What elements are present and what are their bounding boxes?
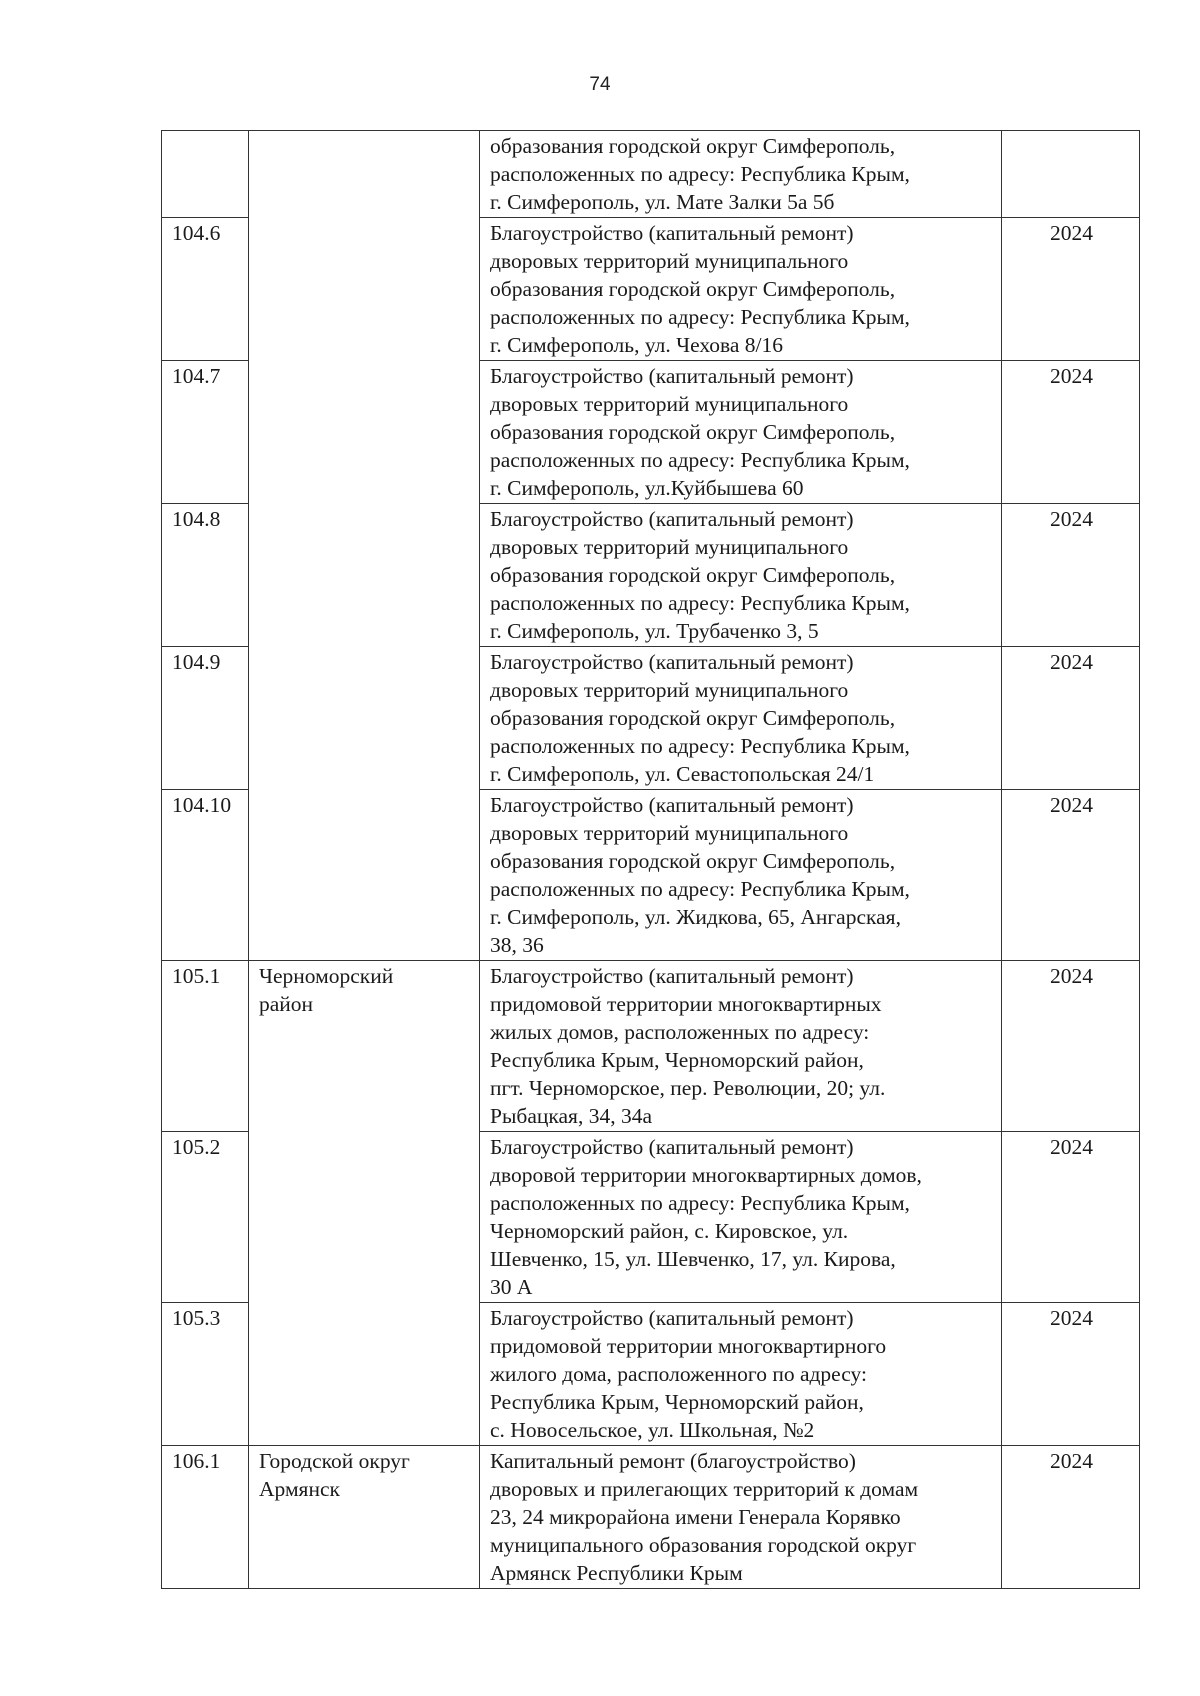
- description-line: образования городской округ Симферополь,: [490, 849, 896, 873]
- row-area: [249, 961, 480, 1446]
- description-line: г. Симферополь, ул. Чехова 8/16: [490, 333, 784, 357]
- description-line: муниципального образования городской округ: [490, 1533, 917, 1557]
- description-line: Рыбацкая, 34, 34а: [490, 1104, 652, 1128]
- description-line: расположенных по адресу: Республика Крым,: [490, 734, 910, 758]
- description-line: расположенных по адресу: Республика Крым,: [490, 591, 910, 615]
- description-line: Армянск Республики Крым: [490, 1561, 743, 1585]
- row-number: 104.7: [162, 361, 249, 504]
- row-description: [480, 1303, 1002, 1446]
- row-number: 105.1: [162, 961, 249, 1132]
- row-number: 105.3: [162, 1303, 249, 1446]
- description-line: 38, 36: [490, 933, 544, 957]
- row-year: 2024: [1002, 1446, 1140, 1589]
- description-line: придомовой территории многоквартирного: [490, 1334, 887, 1358]
- description-line: Благоустройство (капитальный ремонт): [490, 364, 854, 388]
- description-line: жилого дома, расположенного по адресу:: [490, 1362, 867, 1386]
- description-line: г. Симферополь, ул. Жидкова, 65, Ангарская,: [490, 905, 901, 929]
- area-line: Армянск: [259, 1477, 340, 1501]
- description-line: Благоустройство (капитальный ремонт): [490, 221, 854, 245]
- description-line: дворовых территорий муниципального: [490, 249, 849, 273]
- description-line: жилых домов, расположенных по адресу:: [490, 1020, 870, 1044]
- description-line: Благоустройство (капитальный ремонт): [490, 793, 854, 817]
- row-number: 106.1: [162, 1446, 249, 1589]
- description-line: дворовых территорий муниципального: [490, 392, 849, 416]
- description-line: Благоустройство (капитальный ремонт): [490, 1135, 854, 1159]
- description-line: Капитальный ремонт (благоустройство): [490, 1449, 856, 1473]
- description-line: расположенных по адресу: Республика Крым,: [490, 162, 910, 186]
- description-line: дворовой территории многоквартирных домов,: [490, 1163, 922, 1187]
- row-year: 2024: [1002, 1303, 1140, 1446]
- row-description: [480, 961, 1002, 1132]
- row-description: [480, 647, 1002, 790]
- description-line: пгт. Черноморское, пер. Революции, 20; ул.: [490, 1076, 886, 1100]
- description-line: Республика Крым, Черноморский район,: [490, 1390, 864, 1414]
- row-area: [249, 1446, 480, 1589]
- area-line: Черноморский: [259, 964, 394, 988]
- description-line: г. Симферополь, ул. Мате Залки 5а 5б: [490, 190, 835, 214]
- description-line: с. Новосельское, ул. Школьная, №2: [490, 1418, 815, 1442]
- row-year: 2024: [1002, 218, 1140, 361]
- description-line: придомовой территории многоквартирных: [490, 992, 882, 1016]
- description-line: расположенных по адресу: Республика Крым,: [490, 877, 910, 901]
- description-line: дворовых и прилегающих территорий к домам: [490, 1477, 919, 1501]
- description-line: Шевченко, 15, ул. Шевченко, 17, ул. Кирова,: [490, 1247, 896, 1271]
- row-number: 104.10: [162, 790, 249, 961]
- description-line: расположенных по адресу: Республика Крым,: [490, 448, 910, 472]
- description-line: расположенных по адресу: Республика Крым,: [490, 1191, 910, 1215]
- row-number: 105.2: [162, 1132, 249, 1303]
- row-year: 2024: [1002, 647, 1140, 790]
- description-line: г. Симферополь, ул.Куйбышева 60: [490, 476, 804, 500]
- row-description: [480, 361, 1002, 504]
- row-description: [480, 1132, 1002, 1303]
- area-line: район: [259, 992, 314, 1016]
- description-line: образования городской округ Симферополь,: [490, 134, 896, 158]
- description-line: Республика Крым, Черноморский район,: [490, 1048, 864, 1072]
- row-description: [480, 218, 1002, 361]
- description-line: образования городской округ Симферополь,: [490, 420, 896, 444]
- row-description: [480, 790, 1002, 961]
- description-line: г. Симферополь, ул. Трубаченко 3, 5: [490, 619, 819, 643]
- row-description: [480, 131, 1002, 218]
- description-line: Благоустройство (капитальный ремонт): [490, 1306, 854, 1330]
- description-line: дворовых территорий муниципального: [490, 535, 849, 559]
- description-line: 30 А: [490, 1275, 533, 1299]
- area-line: Городской округ: [259, 1449, 410, 1473]
- row-year: 2024: [1002, 961, 1140, 1132]
- row-number: [162, 131, 249, 218]
- description-line: 23, 24 микрорайона имени Генерала Корявко: [490, 1505, 901, 1529]
- row-number: 104.9: [162, 647, 249, 790]
- description-line: образования городской округ Симферополь,: [490, 277, 896, 301]
- description-line: г. Симферополь, ул. Севастопольская 24/1: [490, 762, 875, 786]
- row-description: [480, 504, 1002, 647]
- row-year: 2024: [1002, 361, 1140, 504]
- row-number: 104.8: [162, 504, 249, 647]
- description-line: образования городской округ Симферополь,: [490, 706, 896, 730]
- description-line: Черноморский район, с. Кировское, ул.: [490, 1219, 849, 1243]
- description-line: Благоустройство (капитальный ремонт): [490, 650, 854, 674]
- row-year: [1002, 131, 1140, 218]
- program-table: [161, 130, 1140, 1589]
- row-year: 2024: [1002, 504, 1140, 647]
- description-line: расположенных по адресу: Республика Крым,: [490, 305, 910, 329]
- page-number: 74: [589, 74, 611, 95]
- row-description: [480, 1446, 1002, 1589]
- row-year: 2024: [1002, 1132, 1140, 1303]
- description-line: Благоустройство (капитальный ремонт): [490, 507, 854, 531]
- description-line: образования городской округ Симферополь,: [490, 563, 896, 587]
- table-row: [162, 131, 1140, 218]
- row-area: [249, 131, 480, 961]
- table-row: [162, 1446, 1140, 1589]
- row-number: 104.6: [162, 218, 249, 361]
- table-row: [162, 961, 1140, 1132]
- description-line: Благоустройство (капитальный ремонт): [490, 964, 854, 988]
- description-line: дворовых территорий муниципального: [490, 678, 849, 702]
- description-line: дворовых территорий муниципального: [490, 821, 849, 845]
- row-year: 2024: [1002, 790, 1140, 961]
